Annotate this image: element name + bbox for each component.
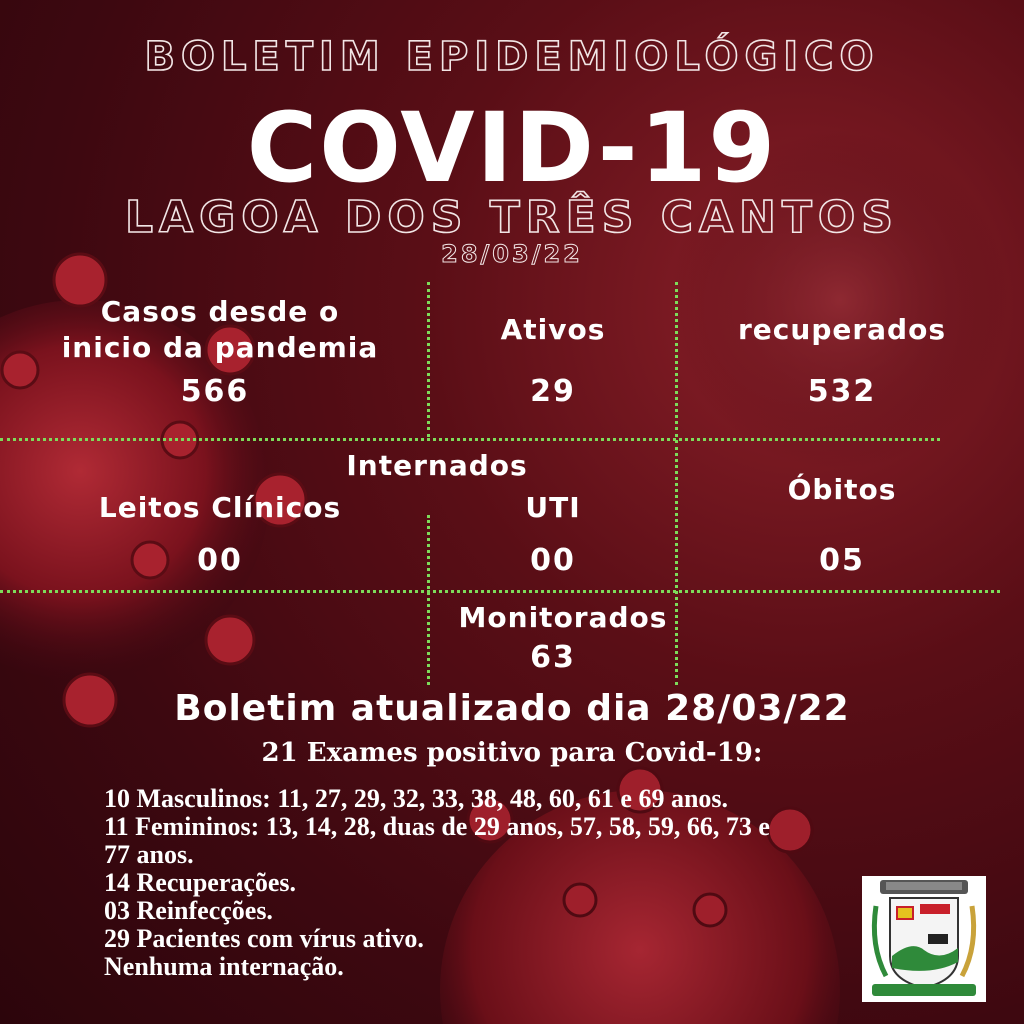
cases-label-line1: Casos desde o <box>100 295 340 328</box>
active-label: Ativos <box>500 313 606 346</box>
grid-divider-horizontal-1 <box>0 438 940 441</box>
bulletin-subtitle: BOLETIM EPIDEMIOLÓGICO <box>144 34 880 80</box>
exam-detail-line: 11 Femininos: 13, 14, 28, duas de 29 anos, 57, 58, 59, 66, 73 e <box>104 812 770 841</box>
exam-details <box>104 785 974 981</box>
icu-value: 00 <box>530 543 576 578</box>
exams-title: 21 Exames positivo para Covid-19: <box>261 738 763 768</box>
grid-divider-vertical-4 <box>675 440 678 685</box>
active-value: 29 <box>530 374 576 409</box>
recovered-value: 532 <box>807 374 877 409</box>
city-name: LAGOA DOS TRÊS CANTOS <box>125 192 899 243</box>
exam-detail-line: Nenhuma internação. <box>104 952 344 981</box>
grid-divider-vertical-2 <box>675 282 678 437</box>
clinical-beds-value: 00 <box>197 543 243 578</box>
deaths-label: Óbitos <box>787 473 897 506</box>
exam-detail-line: 10 Masculinos: 11, 27, 29, 32, 33, 38, 48, 60, 61 e 69 anos. <box>104 784 729 813</box>
cases-label-line2: inicio da pandemia <box>61 331 379 364</box>
exam-detail-line: 14 Recuperações. <box>104 868 297 897</box>
hospitalized-label: Internados <box>346 449 528 482</box>
bulletin-date: 28/03/22 <box>441 240 583 268</box>
exam-detail-line: 03 Reinfecções. <box>104 896 273 925</box>
coat-of-arms-icon <box>862 876 986 1002</box>
page-title: COVID-19 <box>246 92 778 204</box>
cases-value: 566 <box>180 374 250 409</box>
clinical-beds-label: Leitos Clínicos <box>98 491 342 524</box>
grid-divider-horizontal-2 <box>0 590 1000 593</box>
grid-divider-vertical-3 <box>427 515 430 685</box>
grid-divider-vertical-1 <box>427 282 430 437</box>
update-line: Boletim atualizado dia 28/03/22 <box>174 688 850 729</box>
recovered-label: recuperados <box>737 313 946 346</box>
deaths-value: 05 <box>819 543 865 578</box>
monitored-label: Monitorados <box>458 601 668 634</box>
monitored-value: 63 <box>530 640 576 675</box>
icu-label: UTI <box>525 491 581 524</box>
municipal-crest <box>862 876 986 1002</box>
exam-detail-line: 29 Pacientes com vírus ativo. <box>104 924 424 953</box>
exam-detail-line: 77 anos. <box>104 840 194 869</box>
